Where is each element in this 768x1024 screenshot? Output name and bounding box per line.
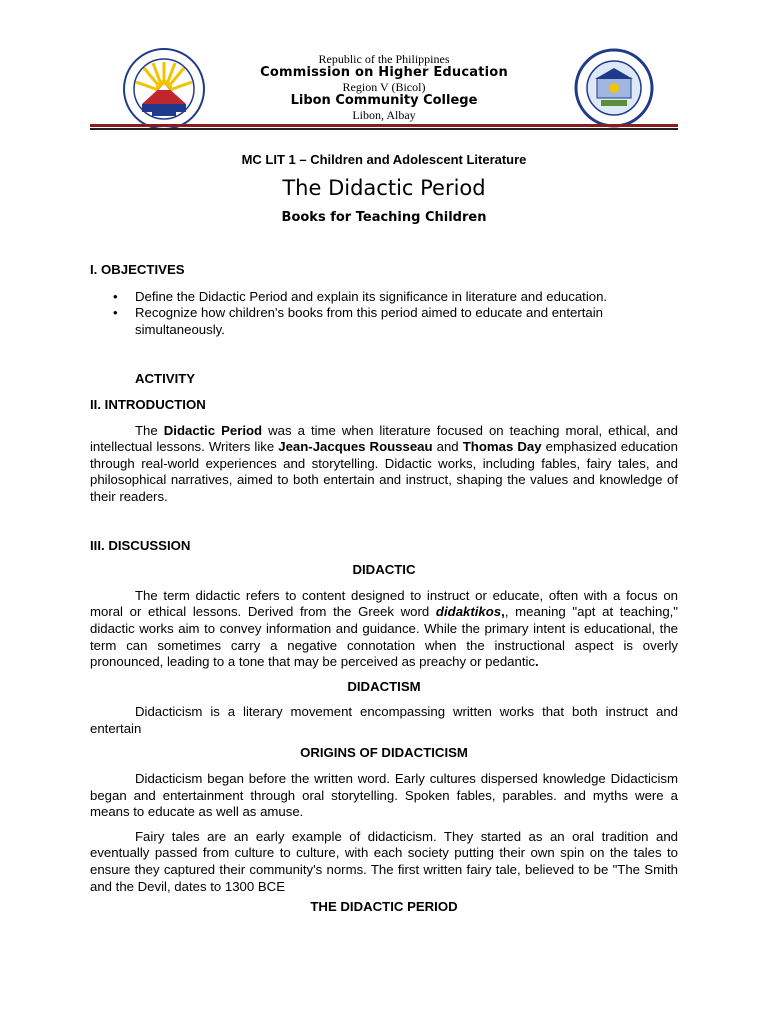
location-line: Libon, Albay (352, 108, 416, 122)
text-run: , meaning "apt at teaching," didactic works aim to convey information and guidance. While the primary intent is educational, the term can sometimes carry a negative connotation when the instructional aspect is overly pronounced, leading to a tone that may be perceived as preachy or pedantic (90, 604, 678, 670)
page-subtitle: Books for Teaching Children (281, 210, 487, 225)
didactism-paragraph: Didacticism is a literary movement encompassing written works that both instruct and entertain (90, 704, 678, 736)
text-run-bold: Thomas Day (462, 439, 542, 455)
list-item: • Define the Didactic Period and explain its significance in literature and education. (135, 289, 678, 306)
origins-paragraph-1: Didacticism began before the written word. Early cultures dispersed knowledge Didacticism began and entertainment through oral storytelling. Spoken fables, parables. and myths were a means to educate as well as amuse. (90, 771, 678, 820)
introduction-heading: II. INTRODUCTION (90, 396, 206, 412)
didactism-heading: DIDACTISM (347, 678, 421, 694)
didactic-paragraph: The term didactic refers to content designed to instruct or educate, often with a focus on moral or ethical lessons. Derived from the Greek word didaktikos,, meaning "apt at teaching," didactic works aim to convey information and guidance. While the primary intent is educational, the term can sometimes carry a negative connotation when the instructional aspect is overly pronounced, leading to a tone that may be perceived as preachy or pedantic. (90, 587, 678, 670)
republic-line: Republic of the Philippines (318, 52, 450, 66)
document-body (90, 262, 678, 916)
origins-heading: ORIGINS OF DIDACTICISM (300, 745, 468, 761)
objectives-heading: I. OBJECTIVES (90, 262, 185, 277)
college-line: Libon Community College (290, 93, 478, 108)
introduction-paragraph (90, 423, 678, 506)
text-run: was a time when literature focused on teaching moral, ethical, and intellectual lessons. Writers like (90, 422, 678, 455)
objectives-list (90, 289, 678, 339)
text-run: and (432, 439, 463, 455)
header-rule-red (90, 124, 678, 127)
commission-line: Commission on Higher Education (260, 65, 508, 80)
text-run-bold: Jean-Jacques Rousseau (278, 439, 433, 455)
text-run-bold: Didactic Period (163, 422, 263, 438)
course-code: MC LIT 1 – Children and Adolescent Literature (241, 152, 527, 167)
discussion-heading: III. DISCUSSION (90, 537, 191, 553)
header-rule-dark (90, 128, 678, 130)
activity-heading: ACTIVITY (135, 371, 196, 387)
text-run-bold-italic: didaktikos (435, 604, 502, 620)
origins-paragraph-2: Fairy tales are an early example of didacticism. They started as an oral tradition and eventually passed from culture to culture, with each society putting their own spin on the tales to ensure they captured their community's norms. The first written fairy tale, believed to be "The Smith and the Devil, dates to 1300 BCE (90, 828, 678, 894)
text-run: emphasized education through real-world experiences and storytelling. Didactic works, including fables, fairy tales, and philosophical narratives, aimed to both entertain and instruct, shaping the values and knowledge of their readers. (90, 439, 678, 504)
libon-community-college-seal-icon (574, 48, 654, 128)
region-line: Region V (Bicol) (342, 80, 426, 94)
didactic-period-heading: THE DIDACTIC PERIOD (310, 899, 458, 915)
letterhead (90, 48, 678, 132)
text-run: The term didactic refers to content designed to instruct or educate, often with a focus on moral or ethical lessons. Derived from the Greek word (90, 587, 678, 620)
text-run-bold: . (535, 654, 539, 670)
list-item: • Recognize how children's books from this period aimed to educate and entertain simultaneously. (135, 305, 678, 338)
didactic-heading: DIDACTIC (352, 562, 416, 578)
text-run: The (135, 422, 164, 438)
page-title: The Didactic Period (282, 176, 486, 200)
